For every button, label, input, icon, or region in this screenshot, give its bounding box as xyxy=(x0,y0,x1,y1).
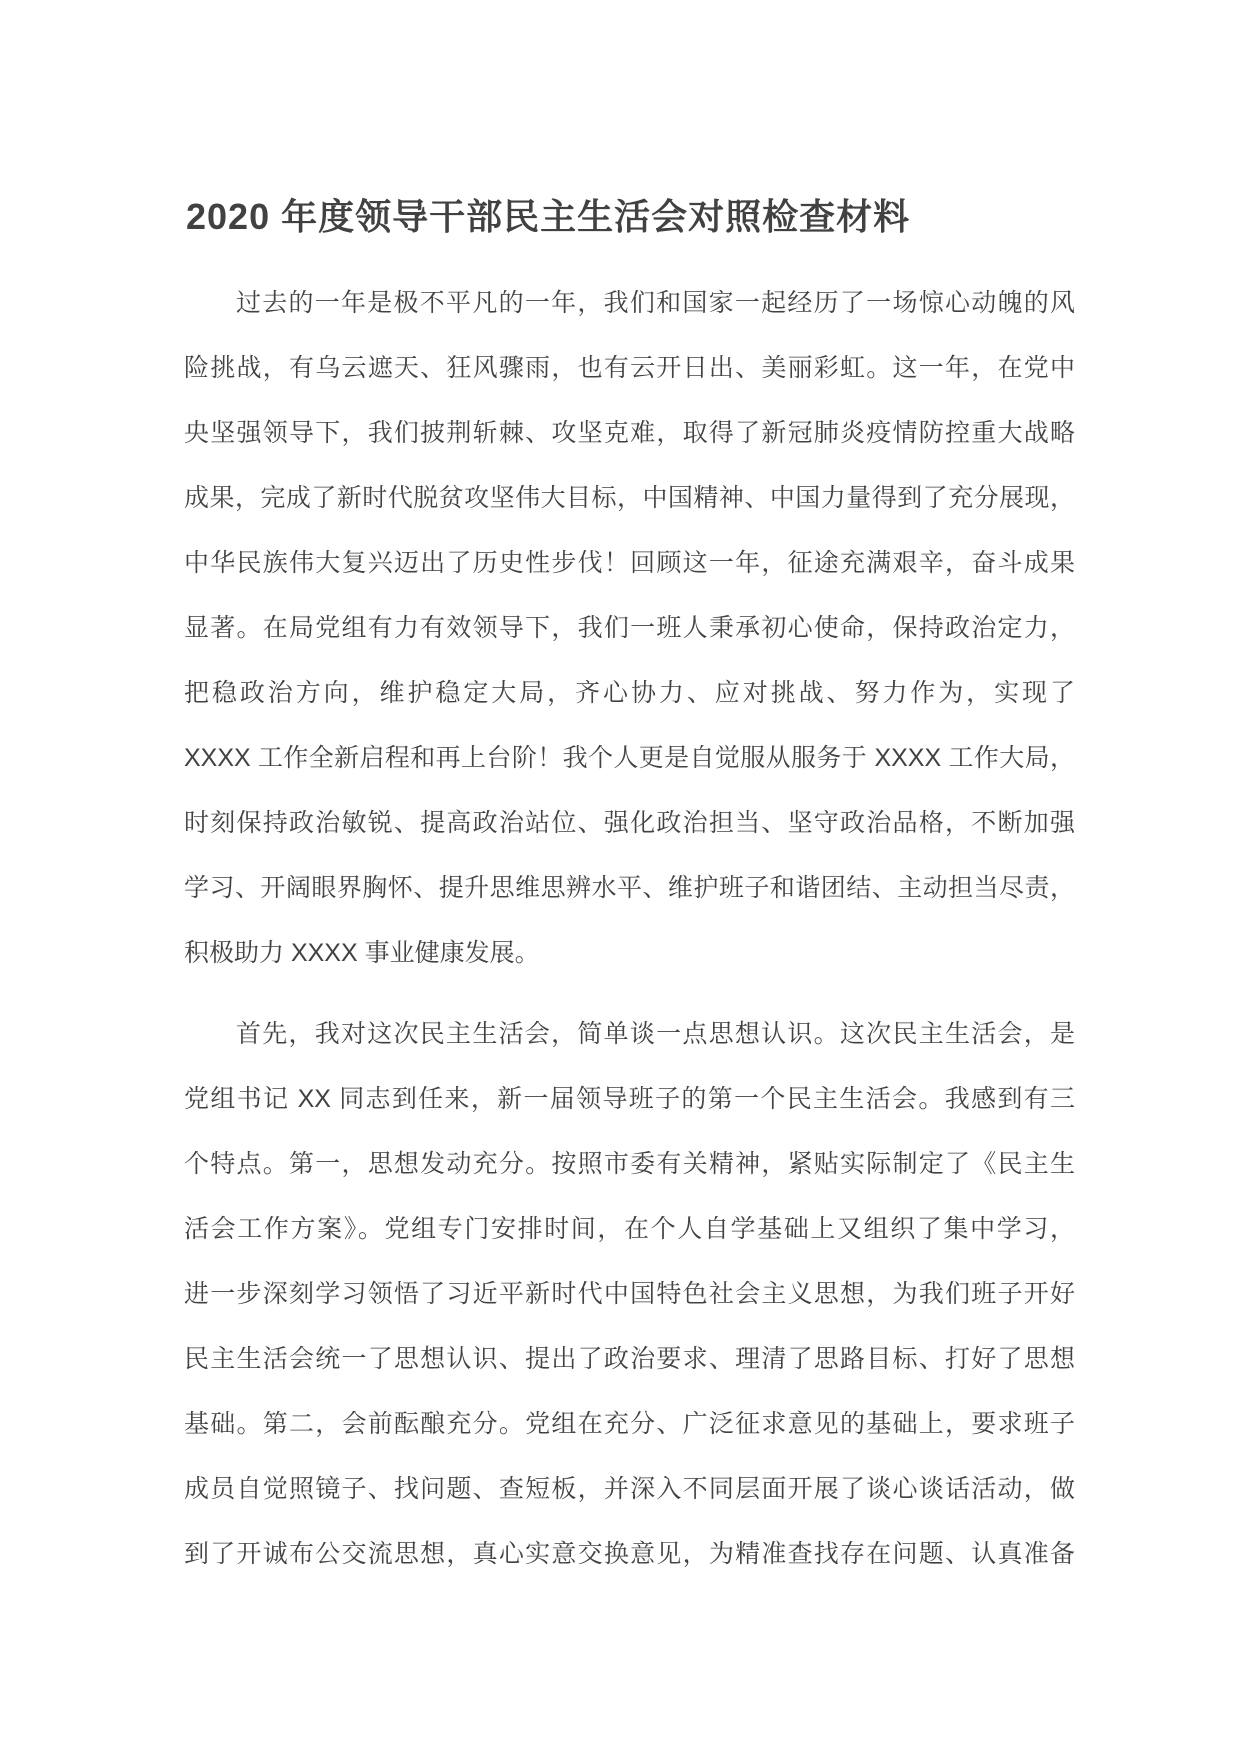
text-line: 成果，完成了新时代脱贫攻坚伟大目标，中国精神、中国力量得到了充分展现， xyxy=(184,484,1075,513)
text-line: 积极助力 XXXX 事业健康发展。 xyxy=(184,939,540,968)
text-line: 把稳政治方向，维护稳定大局，齐心协力、应对挑战、努力作为，实现了 xyxy=(184,679,1075,708)
document-title: 2020 年度领导干部民主生活会对照检查材料 xyxy=(186,196,911,237)
text-line: 央坚强领导下，我们披荆斩棘、攻坚克难，取得了新冠肺炎疫情防控重大战略 xyxy=(184,419,1075,448)
text-line: 活会工作方案》。党组专门安排时间，在个人自学基础上又组织了集中学习， xyxy=(184,1215,1075,1244)
text-line: 民主生活会统一了思想认识、提出了政治要求、理清了思路目标、打好了思想 xyxy=(184,1345,1075,1374)
text-line: 到了开诚布公交流思想，真心实意交换意见，为精准查找存在问题、认真准备 xyxy=(184,1540,1075,1569)
text-line: 过去的一年是极不平凡的一年，我们和国家一起经历了一场惊心动魄的风 xyxy=(236,289,1075,318)
text-line: 险挑战，有乌云遮天、狂风骤雨，也有云开日出、美丽彩虹。这一年，在党中 xyxy=(184,354,1075,383)
text-line: 时刻保持政治敏锐、提高政治站位、强化政治担当、坚守政治品格，不断加强 xyxy=(184,809,1075,838)
document-body xyxy=(184,271,1075,1587)
text-line: 基础。第二，会前酝酿充分。党组在充分、广泛征求意见的基础上，要求班子 xyxy=(184,1410,1075,1439)
text-line: 进一步深刻学习领悟了习近平新时代中国特色社会主义思想，为我们班子开好 xyxy=(184,1280,1075,1309)
text-line: 党组书记 XX 同志到任来，新一届领导班子的第一个民主生活会。我感到有三 xyxy=(184,1085,1075,1114)
text-line: 学习、开阔眼界胸怀、提升思维思辨水平、维护班子和谐团结、主动担当尽责， xyxy=(184,874,1075,903)
text-line: 成员自觉照镜子、找问题、查短板，并深入不同层面开展了谈心谈话活动，做 xyxy=(184,1475,1075,1504)
text-line: 个特点。第一，思想发动充分。按照市委有关精神，紧贴实际制定了《民主生 xyxy=(184,1150,1075,1179)
text-line: XXXX 工作全新启程和再上台阶！我个人更是自觉服从服务于 XXXX 工作大局， xyxy=(184,744,1075,773)
paragraph xyxy=(184,1002,1075,1587)
paragraph xyxy=(184,271,1075,986)
text-line: 中华民族伟大复兴迈出了历史性步伐！回顾这一年，征途充满艰辛，奋斗成果 xyxy=(184,549,1075,578)
text-line: 首先，我对这次民主生活会，简单谈一点思想认识。这次民主生活会，是 xyxy=(236,1020,1075,1049)
text-line: 显著。在局党组有力有效领导下，我们一班人秉承初心使命，保持政治定力， xyxy=(184,614,1075,643)
